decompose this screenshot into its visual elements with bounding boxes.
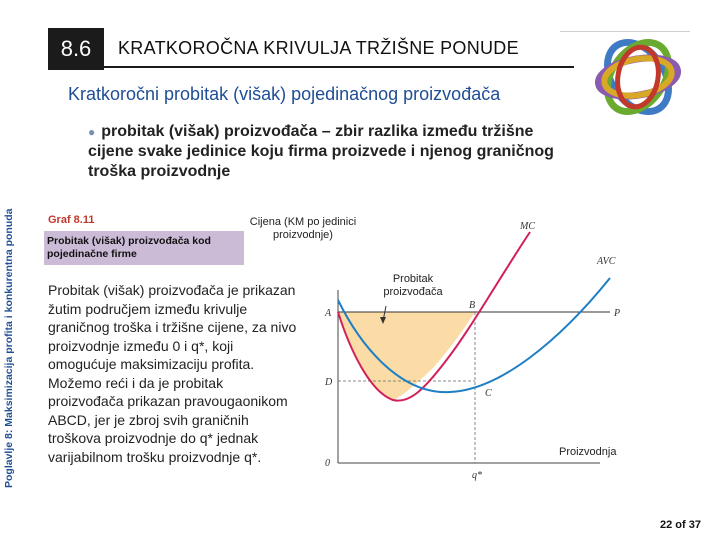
rings-logo-icon bbox=[588, 32, 688, 122]
page-number: 22 of 37 bbox=[660, 519, 701, 531]
point-c-label: C bbox=[485, 388, 492, 399]
figure-label: Graf 8.11 bbox=[48, 214, 95, 226]
slide-subtitle: Kratkoročni probitak (višak) pojedinačnog proizvođača bbox=[68, 84, 501, 104]
surplus-annotation: Probitak proizvođača bbox=[383, 273, 443, 298]
origin-label: 0 bbox=[325, 458, 330, 469]
avc-label: AVC bbox=[597, 256, 616, 267]
surplus-area bbox=[338, 312, 475, 400]
y-axis-label: Cijena (KM po jedinici proizvodnje) bbox=[249, 216, 357, 241]
title-underline bbox=[104, 66, 574, 68]
x-axis-label: Proizvodnja bbox=[559, 446, 617, 458]
point-a-label: A bbox=[325, 308, 332, 319]
section-number-box bbox=[48, 28, 104, 70]
chapter-vertical-label: Poglavlje 8: Maksimizacija profita i konkurentna ponuda bbox=[3, 208, 15, 488]
mc-label: MC bbox=[520, 221, 535, 232]
section-number: 8.6 bbox=[60, 36, 92, 61]
point-b-label: B bbox=[469, 300, 476, 311]
definition-text: probitak (višak) proizvođača – zbir razlika između tržišne cijene svake jedinice koju firma proizvede i njenog graničnog troška proizvodnje bbox=[88, 123, 554, 180]
body-paragraph: Probitak (višak) proizvođača je prikazan žutim područjem između krivulje graničnog troška i tržišne cijene, za nivo proizvodnje između 0 i q*, koji omogućuje maksimizaciju profita. Možemo reći i da je probitak proizvođača prikazan pravougaonikom ABCD, jer je zbroj svih graničnih troškova proizvodnje do q* jednak varijabilnom trošku proizvodnje q*. bbox=[48, 282, 297, 465]
producer-surplus-chart bbox=[249, 214, 660, 481]
figure-caption: Probitak (višak) proizvođača kod pojedinačne firme bbox=[44, 231, 244, 265]
bullet-icon: ● bbox=[88, 125, 96, 139]
point-d-label: D bbox=[325, 377, 333, 388]
slide-title: KRATKOROČNA KRIVULJA TRŽIŠNE PONUDE bbox=[118, 38, 519, 58]
definition-block bbox=[88, 122, 578, 182]
q-star-label: q* bbox=[472, 470, 482, 481]
point-p-label: P bbox=[614, 308, 621, 319]
